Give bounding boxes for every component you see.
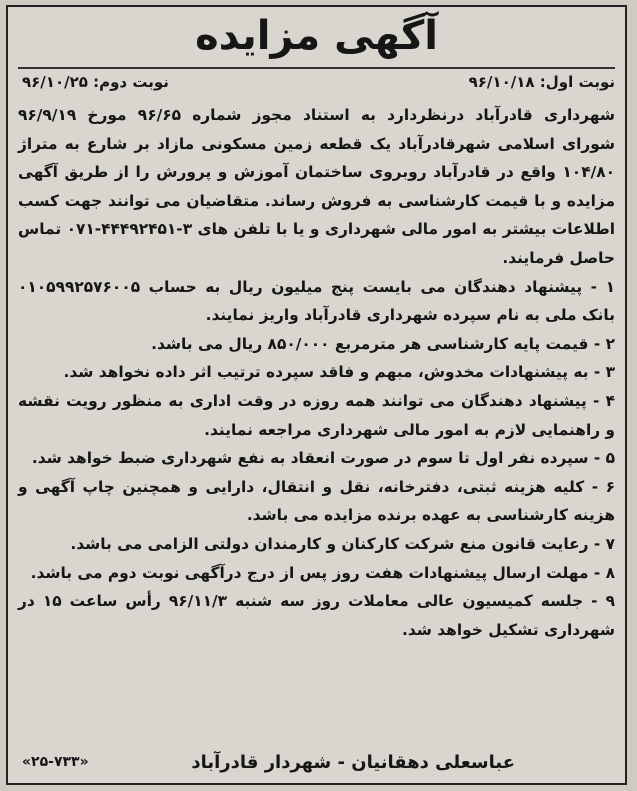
condition-item: ۲ - قیمت پایه کارشناسی هر مترمربع ۸۵۰/۰۰۰ ریال می باشد. (151, 334, 615, 353)
notice-code: «۲۵-۷۳۳» (22, 754, 89, 770)
condition-item: ۶ - کلیه هزینه ثبتی، دفترخانه، نقل و انتقال، دارایی و همچنین چاپ آگهی و هزینه کارشناسی به عهده برنده مزایده می باشد. (18, 477, 615, 525)
title-divider (18, 67, 615, 69)
conditions-list (18, 273, 615, 645)
condition-item: ۱ - پیشنهاد دهندگان می بایست پنج میلیون ریال به حساب ۰۱۰۵۹۹۲۵۷۶۰۰۵ بانک ملی به نام سپرده شهرداری قادرآباد واریز نمایند. (18, 277, 615, 325)
first-turn-date: نوبت اول: ۹۶/۱۰/۱۸ (468, 73, 615, 91)
condition-item: ۸ - مهلت ارسال پیشنهادات هفت روز پس از درج درآگهی نوبت دوم می باشد. (30, 563, 615, 582)
signature: عباسعلی دهقانیان - شهردار قادرآباد (191, 752, 515, 773)
condition-item: ۴ - پیشنهاد دهندگان می توانند همه روزه در وقت اداری به منظور رویت نقشه و راهنمایی لازم به امور مالی شهرداری مراجعه نمایند. (18, 391, 615, 439)
second-turn-date: نوبت دوم: ۹۶/۱۰/۲۵ (22, 73, 169, 91)
auction-notice (6, 5, 627, 785)
condition-item: ۵ - سپرده نفر اول تا سوم در صورت انعقاد به نفع شهرداری ضبط خواهد شد. (31, 449, 615, 468)
notice-footer (18, 752, 615, 780)
notice-intro: شهرداری قادرآباد درنظردارد به استناد مجوز شماره ۹۶/۶۵ مورخ ۹۶/۹/۱۹ شورای اسلامی شهرقادرآباد یک قطعه زمین مسکونی مازاد بر شارع به متراژ ۱۰۴/۸۰ واقع در قادرآباد روبروی ساختمان آموزش و پرورش را از طریق آگهی مزایده و با قیمت کارشناسی به فروش رساند. متقاضیان می توانند جهت کسب اطلاعات بیشتر به امور مالی شهرداری و یا با تلفن های ۳-۴۴۴۹۲۴۵۱-۰۷۱ تماس حاصل فرمایند. (18, 106, 615, 267)
condition-item: ۳ - به پیشنهادات مخدوش، مبهم و فاقد سپرده ترتیب اثر داده نخواهد شد. (63, 363, 615, 382)
condition-item: ۹ - جلسه کمیسیون عالی معاملات روز سه شنبه ۹۶/۱۱/۳ رأس ساعت ۱۵ در شهرداری تشکیل خواهد شد. (18, 592, 616, 639)
notice-body (18, 101, 615, 644)
condition-item: ۷ - رعایت قانون منع شرکت کارکنان و کارمندان دولتی الزامی می باشد. (70, 534, 615, 553)
notice-title: آگهی مزایده (195, 13, 438, 59)
